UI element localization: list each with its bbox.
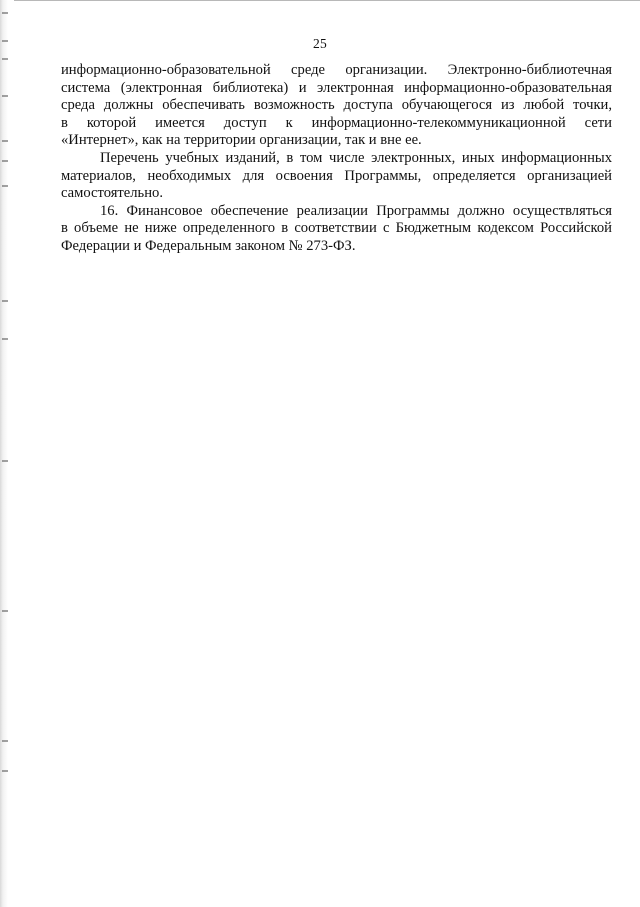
paragraph-line: «Интернет», как на территории организации, так и вне ее. xyxy=(61,132,422,149)
scan-edge-mark xyxy=(2,740,8,742)
scan-edge-mark xyxy=(2,460,8,462)
scan-edge-mark xyxy=(2,610,8,612)
paragraph-line: 16. Финансовое обеспечение реализации Программы должно осуществляться xyxy=(100,202,612,219)
paragraph-line: в объеме не ниже определенного в соответствии с Бюджетным кодексом Российской xyxy=(61,220,612,237)
scan-edge-mark xyxy=(2,770,8,772)
paragraph-line: в которой имеется доступ к информационно-телекоммуникационной сети xyxy=(61,114,612,131)
paragraph-line: система (электронная библиотека) и электронная информационно-образовательная xyxy=(61,79,612,96)
scan-edge-mark xyxy=(2,160,8,162)
paragraph-line: Федерации и Федеральным законом № 273-ФЗ. xyxy=(61,237,356,254)
page-number: 25 xyxy=(312,36,328,51)
scan-edge-mark xyxy=(2,185,8,187)
paragraph-line: информационно-образовательной среде организации. Электронно-библиотечная xyxy=(61,62,612,78)
scan-edge-mark xyxy=(2,95,8,97)
paragraph-line: самостоятельно. xyxy=(61,185,163,202)
scan-edge-mark xyxy=(2,140,8,142)
paragraph-line: среда должны обеспечивать возможность доступа обучающегося из любой точки, xyxy=(61,97,612,114)
document-body xyxy=(61,62,612,256)
scan-edge-mark xyxy=(2,58,8,60)
scan-top-border xyxy=(0,0,640,1)
paragraph-line: Перечень учебных изданий, в том числе электронных, иных информационных xyxy=(100,149,612,166)
scan-edge-mark xyxy=(2,300,8,302)
paragraph-line: материалов, необходимых для освоения Программы, определяется организацией xyxy=(61,167,612,184)
scan-edge-mark xyxy=(2,12,8,14)
scan-edge-mark xyxy=(2,338,8,340)
scan-left-edge xyxy=(0,0,14,907)
